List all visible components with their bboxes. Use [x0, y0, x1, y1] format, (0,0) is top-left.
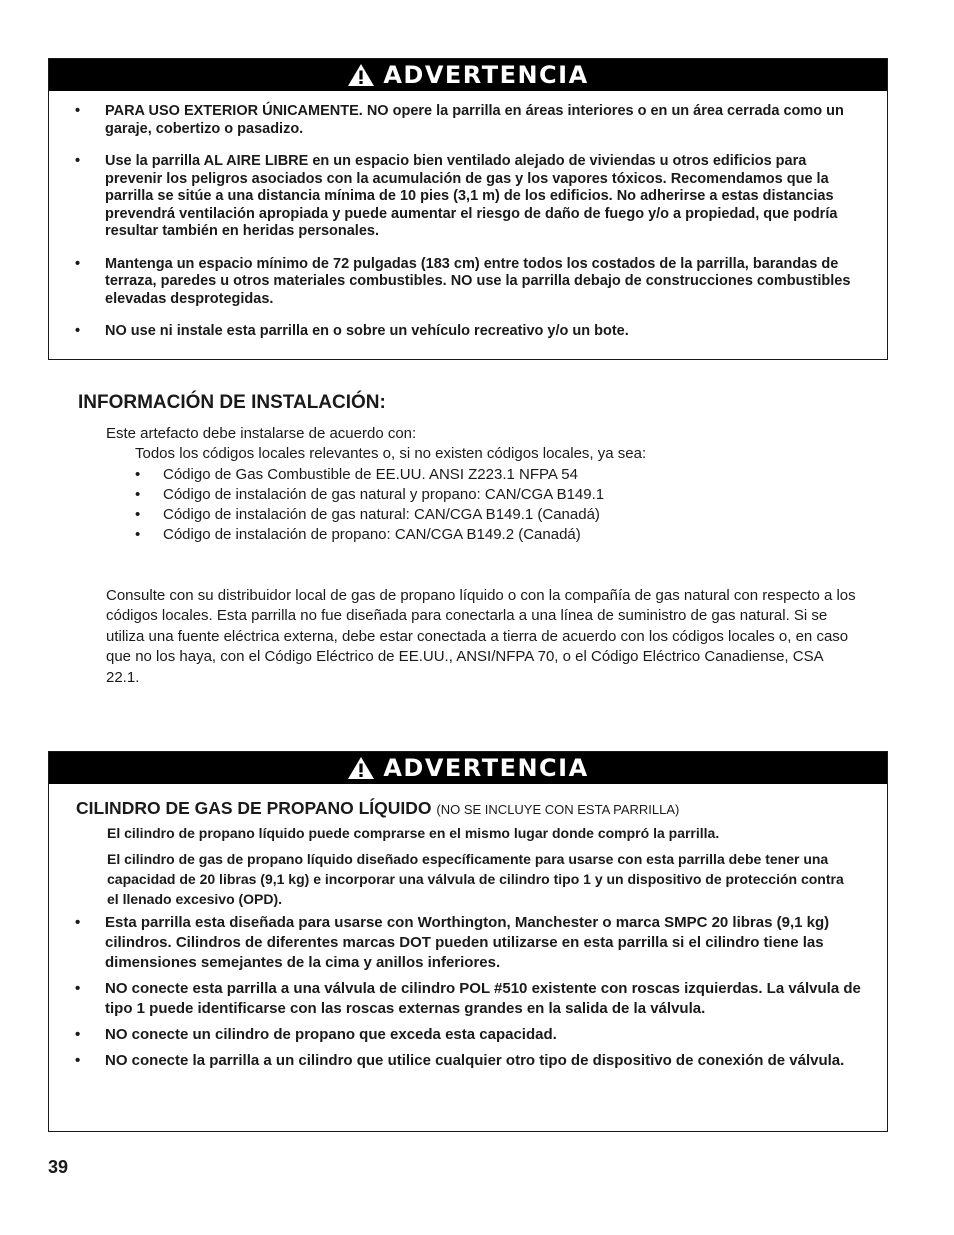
warning-title: ADVERTENCIA [383, 61, 589, 89]
warning-header [49, 752, 887, 784]
page-number: 39 [48, 1157, 69, 1177]
list-item: • NO use ni instale esta parrilla en o sobre un vehículo recreativo y/o un bote. [49, 323, 887, 341]
warning-list [49, 91, 887, 341]
list-item: • Esta parrilla esta diseñada para usarse con Worthington, Manchester o marca SMPC 20 libras (9,1 kg) cilindros. Cilindros de diferentes marcas DOT pueden utilizarse en esta parrilla si el cilindro tiene las dimensiones semejantes de la cima y anillos inferiores. [49, 913, 887, 973]
list-item: • Código de instalación de propano: CAN/CGA B149.2 (Canadá) [135, 525, 604, 545]
list-item: • Use la parrilla AL AIRE LIBRE en un espacio bien ventilado alejado de viviendas u otros edificios para prevenir los peligros asociados con la acumulación de gas y los vapores tóxicos. Recomendamos que la parrilla se sitúe a una distancia mínima de 10 pies (3,1 m) de los edificios. No adherirse a estas distancias prevendrá ventilación apropiada y puede aumentar el riesgo de daño de fuego y/o a propiedad, que podría resultar también en heridas personales. [49, 153, 887, 241]
list-item: • Código de instalación de gas natural: CAN/CGA B149.1 (Canadá) [135, 505, 604, 525]
cylinder-title-note: (NO SE INCLUYE CON ESTA PARRILLA) [436, 802, 680, 817]
warning-list [49, 913, 887, 1071]
cylinder-title-text: CILINDRO DE GAS DE PROPANO LÍQUIDO [76, 798, 432, 818]
warning-header [49, 59, 887, 91]
installation-title: INFORMACIÓN DE INSTALACIÓN: [78, 392, 386, 413]
list-item: • NO conecte esta parrilla a una válvula de cilindro POL #510 existente con roscas izquierdas. La válvula de tipo 1 puede identificarse con las roscas externas grandes en la salida de la válvula. [49, 979, 887, 1019]
cylinder-paragraph: El cilindro de gas de propano líquido diseñado específicamente para usarse con esta parrilla debe tener una capacidad de 20 libras (9,1 kg) e incorporar una válvula de cilindro tipo 1 y un dispositivo de protección contra el llenado excesivo (OPD). [107, 851, 844, 907]
warning-box-outdoor-use [48, 58, 888, 360]
warning-triangle-icon [347, 63, 375, 87]
warning-title: ADVERTENCIA [383, 754, 589, 782]
list-item: • PARA USO EXTERIOR ÚNICAMENTE. NO opere la parrilla en áreas interiores o en un área cerrada como un garaje, cobertizo o pasadizo. [49, 103, 887, 138]
list-item: • NO conecte la parrilla a un cilindro que utilice cualquier otro tipo de dispositivo de conexión de válvula. [49, 1051, 887, 1071]
installation-intro: Este artefacto debe instalarse de acuerdo con: [106, 425, 417, 442]
warning-triangle-icon [347, 756, 375, 780]
list-item: • Mantenga un espacio mínimo de 72 pulgadas (183 cm) entre todos los costados de la parrilla, barandas de terraza, paredes u otros materiales combustibles. NO use la parrilla debajo de construcciones combustibles elevadas desprotegidas. [49, 256, 887, 309]
codes-list [135, 465, 604, 545]
cylinder-section-title [76, 798, 887, 819]
list-item: • Código de instalación de gas natural y propano: CAN/CGA B149.1 [135, 485, 604, 505]
consult-paragraph: Consulte con su distribuidor local de gas de propano líquido o con la compañía de gas natural con respecto a los códigos locales. Esta parrilla no fue diseñada para conectarla a una línea de suministro de gas natural. Si se utiliza una fuente eléctrica externa, debe estar conectada a tierra de acuerdo con los códigos locales o, en caso que no los haya, con el Código Eléctrico de EE.UU., ANSI/NFPA 70, o el Código Eléctrico Canadiense, CSA 22.1. [106, 587, 856, 686]
list-item: • NO conecte un cilindro de propano que exceda esta capacidad. [49, 1025, 887, 1045]
list-item: • Código de Gas Combustible de EE.UU. ANSI Z223.1 NFPA 54 [135, 465, 604, 485]
cylinder-paragraph: El cilindro de propano líquido puede comprarse en el mismo lugar donde compró la parrilla. [107, 825, 720, 841]
installation-subtitle: Todos los códigos locales relevantes o, si no existen códigos locales, ya sea: [135, 445, 647, 462]
warning-box-propane-cylinder [48, 751, 888, 1132]
